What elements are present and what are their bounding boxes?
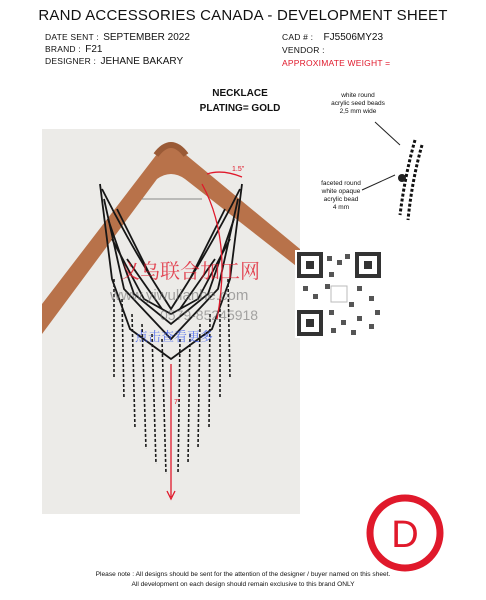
cad-value: FJ5506MY23 [323,32,384,43]
watermark-line-3: 0579-85245918 [160,307,259,323]
seed-beads-line-2: acrylic seed beads [331,100,385,107]
measure-top-label: 1.5" [232,166,245,173]
plating-label: PLATING= GOLD [199,103,281,114]
qr-code-icon [295,250,383,338]
designer-value: JEHANE BAKARY [100,56,184,67]
product-type: NECKLACE [212,88,268,99]
stamp-letter: D [391,514,419,556]
designer-label: DESIGNER : [45,56,97,66]
approval-stamp [364,492,446,574]
designer-row [45,56,183,67]
bead-line-1: faceted round [321,180,361,187]
brand-row [45,44,103,55]
cad-row [282,32,383,43]
brand-label: BRAND : [45,44,81,54]
date-sent-label: DATE SENT : [45,32,99,42]
date-sent-row [45,32,190,43]
watermark-line-4: 点击查看更多 [135,330,214,345]
watermark-line-2: www.yiwulianhe.com [110,287,249,304]
bead-line-2: white opaque [321,188,361,195]
bead-detail-illustration [360,120,440,230]
measure-length-label: 7" [174,399,181,406]
footer-line-2 [0,581,486,588]
date-sent-value: SEPTEMBER 2022 [103,32,190,43]
cad-label: CAD # : [282,32,314,42]
weight-label: APPROXIMATE WEIGHT = [282,58,391,68]
sheet-title: RAND ACCESSORIES CANADA - DEVELOPMENT SHEET [38,7,448,24]
vendor-row [282,45,325,55]
seed-beads-note [318,92,398,116]
watermark-line-1: 义乌联合加工网 [120,259,260,283]
bead-line-3: acrylic bead [323,196,359,203]
brand-value: F21 [85,44,103,55]
seed-beads-line-1: white round [341,92,375,99]
vendor-label: VENDOR : [282,45,325,55]
bead-line-4: 4 mm [332,204,350,211]
footer-line-1 [0,571,486,578]
seed-beads-line-3: 2,5 mm wide [339,108,377,115]
weight-row [282,58,390,68]
footer-note-text: Please note : All designs should be sent for the attention of the designer / buyer named on this sheet. [95,571,391,578]
footer-exclusive-text: All development on each design should remain exclusive to this brand ONLY [131,581,355,588]
watermark [50,248,395,358]
